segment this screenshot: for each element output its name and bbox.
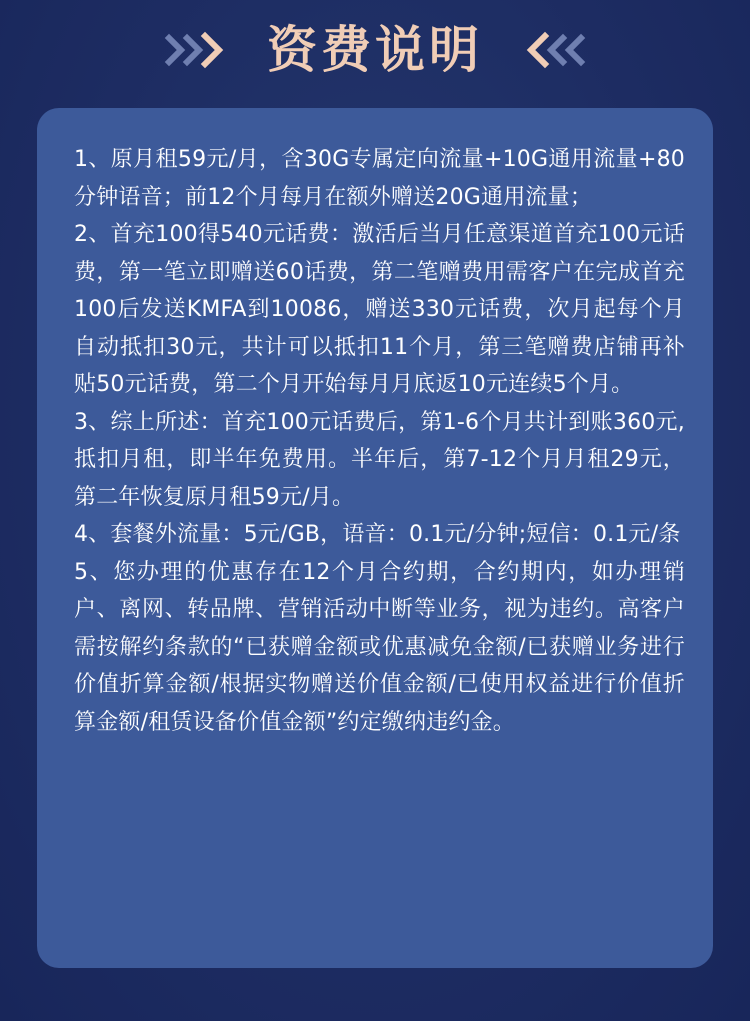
chevron-right-triple-icon (161, 30, 245, 70)
header (0, 10, 750, 90)
tariff-item-2: 2、首充100得540元话费：激活后当月任意渠道首充100元话费，第一笔立即赠送60话费，第二笔赠费用需客户在完成首充100后发送KMFA到10086，赠送330元话费，次月起每个月自动抵扣30元，共计可以抵扣11个月，第三笔赠费店铺再补贴50元话费，第二个月开始每月月底返10元连续5个月。 (74, 222, 685, 397)
tariff-card (37, 108, 713, 968)
tariff-item-4: 4、套餐外流量：5元/GB，语音：0.1元/分钟;短信：0.1元/条 (74, 522, 681, 547)
tariff-item-1: 1、原月租59元/月，含30G专属定向流量+10G通用流量+80分钟语音；前12个月每月在额外赠送20G通用流量； (74, 147, 685, 210)
tariff-item-5: 5、您办理的优惠存在12个月合约期，合约期内，如办理销户、离网、转品牌、营销活动中断等业务，视为违约。高客户需按解约条款的“已获赠金额或优惠减免金额/已获赠业务进行价值折算金额/根据实物赠送价值金额/已使用权益进行价值折算金额/租赁设备价值金额”约定缴纳违约金。 (74, 559, 685, 735)
chevron-left-triple-icon (505, 30, 589, 70)
tariff-item-3: 3、综上所述：首充100元话费后，第1-6个月共计到账360元,抵扣月租，即半年免费用。半年后，第7-12个月月租29元，第二年恢复原月租59元/月。 (74, 409, 685, 510)
page-title: 资费说明 (267, 21, 483, 79)
